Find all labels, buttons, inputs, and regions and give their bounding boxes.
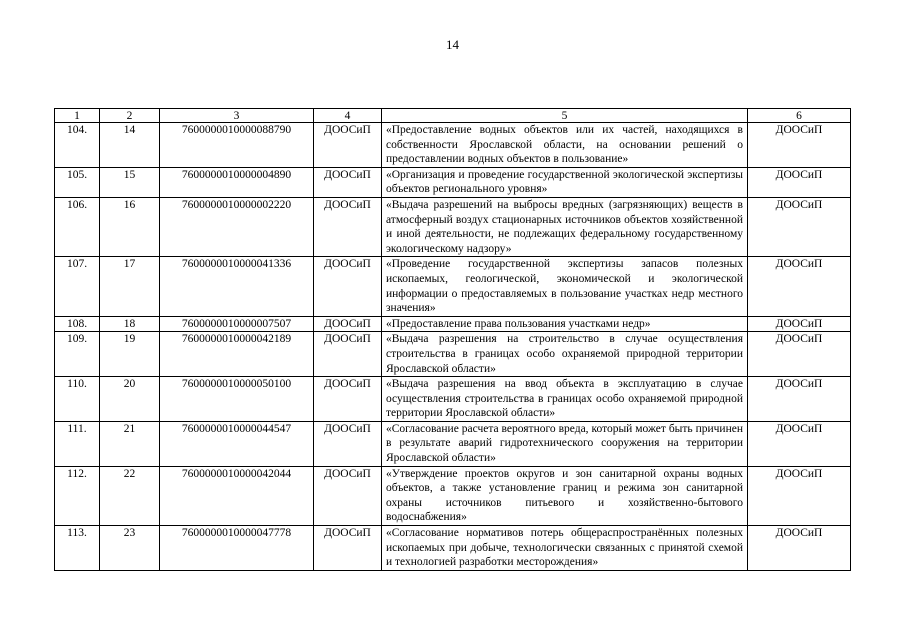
registry-id-cell: 7600000010000002220 bbox=[160, 197, 314, 256]
service-name-cell: «Предоставление права пользования участками недр» bbox=[382, 316, 748, 332]
responsible-cell: ДООСиП bbox=[748, 466, 851, 525]
responsible-cell: ДООСиП bbox=[748, 123, 851, 168]
table-row bbox=[55, 257, 851, 316]
table-row bbox=[55, 316, 851, 332]
department-cell: ДООСиП bbox=[314, 332, 382, 377]
column-header-4: 4 bbox=[314, 109, 382, 123]
row-number-cell: 111. bbox=[55, 421, 100, 466]
registry-id-cell: 7600000010000044547 bbox=[160, 421, 314, 466]
service-name-cell: «Организация и проведение государственной экологической экспертизы объектов регионального уровня» bbox=[382, 167, 748, 197]
row-number-cell: 105. bbox=[55, 167, 100, 197]
table-row bbox=[55, 332, 851, 377]
department-cell: ДООСиП bbox=[314, 197, 382, 256]
registry-id-cell: 7600000010000004890 bbox=[160, 167, 314, 197]
registry-id-cell: 7600000010000007507 bbox=[160, 316, 314, 332]
service-name-cell: «Утверждение проектов округов и зон санитарной охраны водных объектов, а также установление границ и режима зон санитарной охраны источников питьевого и хозяйственно-бытового водоснабжения» bbox=[382, 466, 748, 525]
responsible-cell: ДООСиП bbox=[748, 421, 851, 466]
service-number-cell: 19 bbox=[100, 332, 160, 377]
service-name-cell: «Согласование расчета вероятного вреда, который может быть причинен в результате аварий гидротехнического сооружения на территории Ярославской области» bbox=[382, 421, 748, 466]
service-number-cell: 21 bbox=[100, 421, 160, 466]
table-row bbox=[55, 377, 851, 422]
table-row bbox=[55, 197, 851, 256]
service-name-cell: «Проведение государственной экспертизы запасов полезных ископаемых, геологической, экономической и экологической информации о предоставляемых в пользование участках недр местного значения» bbox=[382, 257, 748, 316]
registry-id-cell: 7600000010000047778 bbox=[160, 526, 314, 571]
registry-id-cell: 7600000010000050100 bbox=[160, 377, 314, 422]
column-header-1: 1 bbox=[55, 109, 100, 123]
column-header-3: 3 bbox=[160, 109, 314, 123]
registry-id-cell: 7600000010000042189 bbox=[160, 332, 314, 377]
responsible-cell: ДООСиП bbox=[748, 332, 851, 377]
responsible-cell: ДООСиП bbox=[748, 197, 851, 256]
service-number-cell: 14 bbox=[100, 123, 160, 168]
column-header-5: 5 bbox=[382, 109, 748, 123]
service-name-cell: «Предоставление водных объектов или их частей, находящихся в собственности Ярославской области, на основании решений о предоставлении водных объектов в пользование» bbox=[382, 123, 748, 168]
department-cell: ДООСиП bbox=[314, 123, 382, 168]
service-number-cell: 17 bbox=[100, 257, 160, 316]
table-row bbox=[55, 421, 851, 466]
row-number-cell: 113. bbox=[55, 526, 100, 571]
responsible-cell: ДООСиП bbox=[748, 526, 851, 571]
service-number-cell: 16 bbox=[100, 197, 160, 256]
service-name-cell: «Выдача разрешения на строительство в случае осуществления строительства в границах особо охраняемой природной территории Ярославской области» bbox=[382, 332, 748, 377]
row-number-cell: 109. bbox=[55, 332, 100, 377]
responsible-cell: ДООСиП bbox=[748, 257, 851, 316]
row-number-cell: 112. bbox=[55, 466, 100, 525]
page-number: 14 bbox=[446, 37, 459, 52]
row-number-cell: 108. bbox=[55, 316, 100, 332]
table-header-row bbox=[55, 109, 851, 123]
responsible-cell: ДООСиП bbox=[748, 377, 851, 422]
column-header-2: 2 bbox=[100, 109, 160, 123]
department-cell: ДООСиП bbox=[314, 421, 382, 466]
service-number-cell: 23 bbox=[100, 526, 160, 571]
registry-id-cell: 7600000010000041336 bbox=[160, 257, 314, 316]
service-number-cell: 22 bbox=[100, 466, 160, 525]
service-name-cell: «Выдача разрешения на ввод объекта в эксплуатацию в случае осуществления строительства в границах особо охраняемой природной территории Ярославской области» bbox=[382, 377, 748, 422]
table-row bbox=[55, 123, 851, 168]
service-number-cell: 18 bbox=[100, 316, 160, 332]
department-cell: ДООСиП bbox=[314, 377, 382, 422]
row-number-cell: 107. bbox=[55, 257, 100, 316]
service-number-cell: 15 bbox=[100, 167, 160, 197]
department-cell: ДООСиП bbox=[314, 257, 382, 316]
department-cell: ДООСиП bbox=[314, 466, 382, 525]
services-table bbox=[54, 108, 851, 571]
department-cell: ДООСиП bbox=[314, 316, 382, 332]
registry-id-cell: 7600000010000088790 bbox=[160, 123, 314, 168]
row-number-cell: 106. bbox=[55, 197, 100, 256]
registry-id-cell: 7600000010000042044 bbox=[160, 466, 314, 525]
service-name-cell: «Выдача разрешений на выбросы вредных (загрязняющих) веществ в атмосферный воздух стационарных источников объектов хозяйственной и иной деятельности, не подлежащих федеральному государственному экологическому надзору» bbox=[382, 197, 748, 256]
table-row bbox=[55, 167, 851, 197]
responsible-cell: ДООСиП bbox=[748, 316, 851, 332]
service-number-cell: 20 bbox=[100, 377, 160, 422]
department-cell: ДООСиП bbox=[314, 167, 382, 197]
department-cell: ДООСиП bbox=[314, 526, 382, 571]
service-name-cell: «Согласование нормативов потерь общераспространённых полезных ископаемых при добыче, технологически связанных с принятой схемой и технологией разработки месторождения» bbox=[382, 526, 748, 571]
row-number-cell: 110. bbox=[55, 377, 100, 422]
table-row bbox=[55, 466, 851, 525]
responsible-cell: ДООСиП bbox=[748, 167, 851, 197]
table-row bbox=[55, 526, 851, 571]
row-number-cell: 104. bbox=[55, 123, 100, 168]
column-header-6: 6 bbox=[748, 109, 851, 123]
